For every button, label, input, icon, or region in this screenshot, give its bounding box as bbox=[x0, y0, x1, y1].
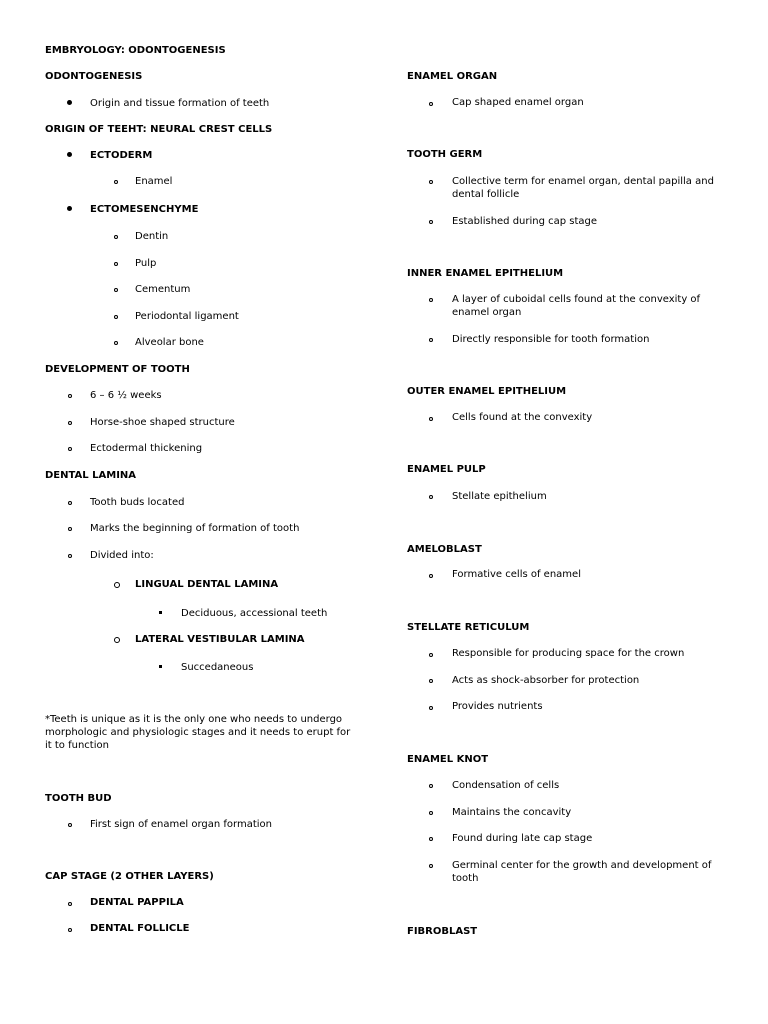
list-item: Cells found at the convexity bbox=[452, 412, 593, 423]
bullet-circle-icon bbox=[68, 394, 72, 398]
bullet-circle-icon bbox=[114, 262, 118, 266]
list-item: Deciduous, accessional teeth bbox=[181, 608, 328, 619]
list-item: Ectodermal thickening bbox=[90, 443, 203, 454]
bullet-circle-icon bbox=[429, 811, 433, 815]
ectoderm-heading: ECTODERM bbox=[90, 150, 153, 161]
bullet-circle-icon bbox=[68, 527, 72, 531]
list-item: Enamel bbox=[135, 176, 173, 187]
list-item: First sign of enamel organ formation bbox=[90, 819, 273, 830]
bullet-square-icon bbox=[159, 665, 162, 668]
bullet-circle-icon bbox=[429, 180, 433, 184]
bullet-circle-icon bbox=[114, 582, 120, 588]
document-title: EMBRYOLOGY: ODONTOGENESIS bbox=[45, 45, 226, 56]
list-item: Origin and tissue formation of teeth bbox=[90, 98, 270, 109]
list-item: Alveolar bone bbox=[135, 337, 204, 348]
origin-heading: ORIGIN OF TEEHT: NEURAL CREST CELLS bbox=[45, 124, 273, 135]
bullet-circle-icon bbox=[114, 288, 118, 292]
bullet-circle-icon bbox=[68, 421, 72, 425]
odontogenesis-heading: ODONTOGENESIS bbox=[45, 71, 143, 82]
bullet-circle-icon bbox=[114, 637, 120, 643]
list-item: Directly responsible for tooth formation bbox=[452, 334, 650, 345]
bullet-circle-icon bbox=[429, 784, 433, 788]
bullet-circle-icon bbox=[429, 679, 433, 683]
bullet-circle-icon bbox=[68, 928, 72, 932]
pulp-heading: ENAMEL PULP bbox=[407, 464, 486, 475]
bullet-circle-icon bbox=[429, 102, 433, 106]
bullet-circle-icon bbox=[68, 501, 72, 505]
list-item: Pulp bbox=[135, 258, 157, 269]
bullet-circle-icon bbox=[429, 298, 433, 302]
list-item: Responsible for producing space for the crown bbox=[452, 648, 685, 659]
list-item: Condensation of cells bbox=[452, 780, 560, 791]
lateral-heading: LATERAL VESTIBULAR LAMINA bbox=[135, 634, 305, 645]
list-item: Collective term for enamel organ, dental papilla and dental follicle bbox=[452, 176, 714, 200]
lingual-heading: LINGUAL DENTAL LAMINA bbox=[135, 579, 279, 590]
bullet-circle-icon bbox=[68, 823, 72, 827]
bullet-circle-icon bbox=[68, 447, 72, 451]
stellate-heading: STELLATE RETICULUM bbox=[407, 622, 530, 633]
bullet-circle-icon bbox=[429, 417, 433, 421]
bullet-circle-icon bbox=[429, 864, 433, 868]
bullet-disc-icon bbox=[67, 206, 72, 211]
development-heading: DEVELOPMENT OF TOOTH bbox=[45, 364, 190, 375]
list-item: Periodontal ligament bbox=[135, 311, 239, 322]
enamel-organ-heading: ENAMEL ORGAN bbox=[407, 71, 498, 82]
bullet-circle-icon bbox=[429, 837, 433, 841]
bullet-circle-icon bbox=[114, 341, 118, 345]
note-paragraph: *Teeth is unique as it is the only one who needs to undergo morphologic and physiologic stages and it needs to erupt for it to function bbox=[45, 714, 351, 751]
bullet-circle-icon bbox=[68, 902, 72, 906]
list-item: Stellate epithelium bbox=[452, 491, 547, 502]
bud-heading: TOOTH BUD bbox=[45, 793, 112, 804]
cap-heading: CAP STAGE (2 OTHER LAYERS) bbox=[45, 871, 214, 882]
bullet-circle-icon bbox=[429, 338, 433, 342]
list-item: DENTAL FOLLICLE bbox=[90, 923, 190, 934]
list-item: Provides nutrients bbox=[452, 701, 543, 712]
ectomesenchyme-heading: ECTOMESENCHYME bbox=[90, 204, 199, 215]
list-item: Cementum bbox=[135, 284, 191, 295]
bullet-circle-icon bbox=[429, 574, 433, 578]
bullet-circle-icon bbox=[429, 706, 433, 710]
bullet-circle-icon bbox=[429, 653, 433, 657]
list-item: 6 – 6 ½ weeks bbox=[90, 390, 162, 401]
list-item: Formative cells of enamel bbox=[452, 569, 581, 580]
list-item: Tooth buds located bbox=[90, 497, 185, 508]
ameloblast-heading: AMELOBLAST bbox=[407, 544, 482, 555]
list-item: Horse-shoe shaped structure bbox=[90, 417, 235, 428]
list-item: A layer of cuboidal cells found at the convexity of enamel organ bbox=[452, 294, 701, 318]
bullet-circle-icon bbox=[429, 220, 433, 224]
list-item: Found during late cap stage bbox=[452, 833, 593, 844]
list-item: Cap shaped enamel organ bbox=[452, 97, 584, 108]
knot-heading: ENAMEL KNOT bbox=[407, 754, 489, 765]
iee-heading: INNER ENAMEL EPITHELIUM bbox=[407, 268, 564, 279]
tooth-germ-heading: TOOTH GERM bbox=[407, 149, 483, 160]
list-item: DENTAL PAPPILA bbox=[90, 897, 184, 908]
bullet-square-icon bbox=[159, 611, 162, 614]
bullet-disc-icon bbox=[67, 100, 72, 105]
oee-heading: OUTER ENAMEL EPITHELIUM bbox=[407, 386, 567, 397]
list-item: Divided into: bbox=[90, 550, 154, 561]
list-item: Maintains the concavity bbox=[452, 807, 572, 818]
bullet-circle-icon bbox=[114, 315, 118, 319]
bullet-circle-icon bbox=[429, 495, 433, 499]
bullet-circle-icon bbox=[68, 554, 72, 558]
list-item: Dentin bbox=[135, 231, 169, 242]
lamina-heading: DENTAL LAMINA bbox=[45, 470, 137, 481]
list-item: Established during cap stage bbox=[452, 216, 598, 227]
fibroblast-heading: FIBROBLAST bbox=[407, 926, 478, 937]
bullet-disc-icon bbox=[67, 152, 72, 157]
list-item: Germinal center for the growth and development of tooth bbox=[452, 860, 712, 884]
list-item: Marks the beginning of formation of tooth bbox=[90, 523, 300, 534]
list-item: Succedaneous bbox=[181, 662, 254, 673]
bullet-circle-icon bbox=[114, 235, 118, 239]
bullet-circle-icon bbox=[114, 180, 118, 184]
list-item: Acts as shock-absorber for protection bbox=[452, 675, 640, 686]
